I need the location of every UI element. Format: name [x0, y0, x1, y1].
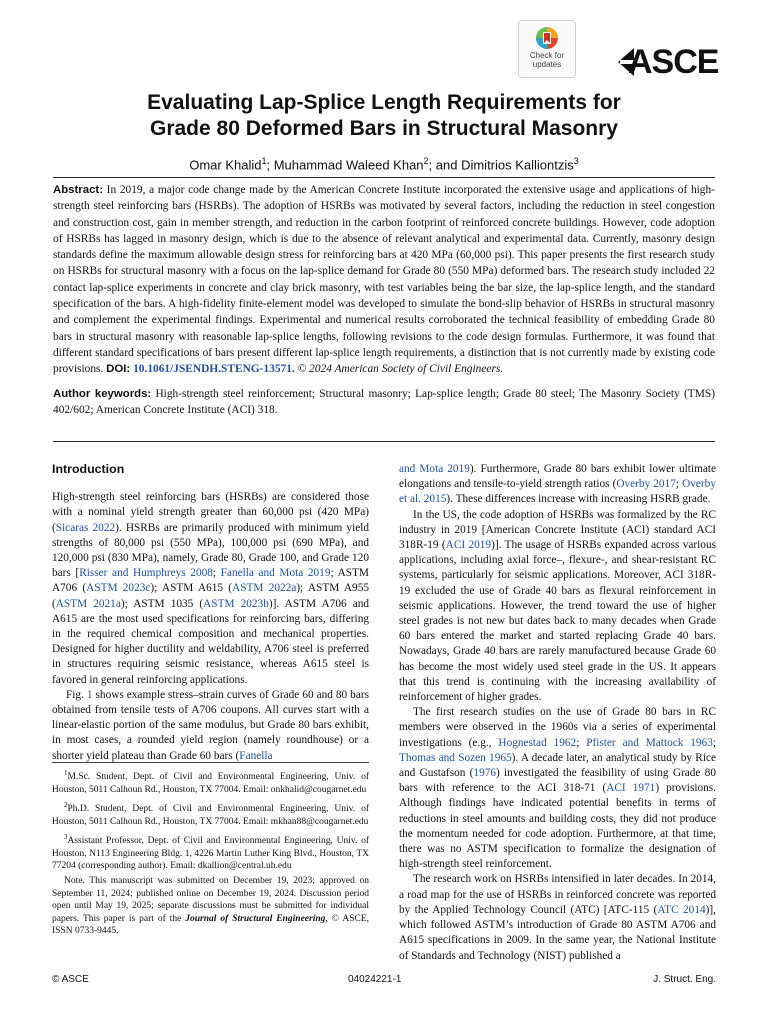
intro-paragraph-2	[52, 688, 369, 764]
text-run: ). These differences increase with increasing HSRB grade.	[446, 493, 711, 506]
reference-link[interactable]: ACI 2019	[445, 539, 492, 552]
footnotes	[52, 762, 369, 940]
reference-link[interactable]: Overby 2017	[616, 478, 676, 491]
reference-link[interactable]: 1976	[473, 767, 497, 780]
page-footer	[52, 974, 716, 990]
note-text: Note. This manuscript was submitted on December 19, 2023; approved on September 11, 2024; published online on December 19, 2024. Discussion period open until May 19, 2025; separate discussions must be submitted for individual papers. This paper is part of the	[52, 876, 369, 924]
title-line-1: Evaluating Lap-Splice Length Requirements for	[147, 91, 621, 114]
check-label-line1: Check for	[529, 51, 565, 60]
abstract-text: In 2019, a major code change made by the American Concrete Institute incorporated the extensive usage and applications of high-strength steel reinforcing bars (HSRBs). The adoption of HSRBs was motivated by several factors, including the reduction in steel congestion and construction cost, gain in member strength, and reduction in the carbon footprint of reinforced concrete buildings. However, code adoption of HSRBs has lagged in masonry design, which is due to the absence of relevant analytical and experimental data. Currently, masonry design standards define the maximum allowable design stress for reinforcing bars at 420 MPa (60,000 psi). This paper presents the first research study on HSRBs for structural masonry with a focus on the lap-splice demand for Grade 80 (550 MPa) deformed bars. The research study included 22 contact lap-splice experiments in concrete and clay brick masonry, with test variables being the bar size, the lap-splice length, and the standard specification of the bars. A high-fidelity finite-element model was developed to simulate the bond-slip behavior of HSRBs in structural masonry and complement the experimental findings. Experimental and numerical results corroborated the technical feasibility of embedding Grade 80 bars in structural masonry with reasonable lap-splice lengths, following revisions to the code design formulas. Furthermore, it was found that different standard specifications of bars present different lap-splice length requirements, a distinction that is not currently made by existing code provisions.	[53, 184, 715, 376]
text-run: ;	[576, 736, 587, 749]
keywords-paragraph	[53, 386, 715, 419]
note-text-end: , © ASCE, ISSN 0733-9445.	[52, 913, 370, 936]
left-column	[52, 462, 369, 764]
check-updates-icon	[533, 25, 561, 51]
author-list	[60, 156, 708, 172]
text-run: ); ASTM 1035 (	[120, 597, 204, 610]
author-3-sup: 3	[573, 156, 579, 166]
author-1: Omar Khalid	[189, 157, 262, 173]
text-run: )], which followed ASTM’s introduction of Grade 80 ASTM A706 and A615 specifications in 2009. In the same year, the National Institute of Standards and Technology (NIST) published a	[399, 903, 716, 962]
abstract-paragraph	[53, 182, 715, 378]
abstract-divider	[53, 441, 715, 442]
reference-link[interactable]: Hognestad 1962	[498, 736, 577, 749]
reference-link[interactable]: Pfister and Mattock 1963	[586, 736, 713, 749]
footer-article-number: 04024221-1	[348, 974, 402, 985]
abstract-section	[53, 177, 715, 418]
doi-link[interactable]: 10.1061/JSENDH.STENG-13571.	[133, 363, 295, 376]
text-run: Fig.	[66, 688, 87, 701]
text-run: ; ASTM A706 (	[52, 567, 369, 595]
text-run: ) provisions. Although findings have indicated potential benefits in terms of reductions in steel amounts and building costs, they did not produce the momentum needed for code adoption. Furthermore, at that time, there was no ASTM specification to formalize the designation of high-strength steel reinforcement.	[399, 782, 716, 871]
asce-logo	[612, 44, 718, 80]
reference-link[interactable]: ACI 1971	[606, 782, 656, 795]
abstract-copyright: © 2024 American Society of Civil Engineers.	[294, 363, 504, 376]
text-run: ;	[212, 567, 221, 580]
reference-link[interactable]: ASTM 2023b	[203, 597, 269, 610]
check-for-updates-badge[interactable]	[518, 20, 576, 78]
text-run: ). Furthermore, Grade 80 bars exhibit lower ultimate elongations and tensile-to-yield strength ratios (	[399, 463, 716, 491]
text-run: High-strength steel reinforcing bars (HSRBs) are considered those with a nominal yield strength greater than 60,000 psi (420 MPa) (	[52, 491, 369, 534]
reference-link[interactable]: Sicaras 2022	[55, 521, 116, 534]
intro-paragraph-5	[399, 872, 716, 963]
reference-link[interactable]: Overby et al. 2015	[399, 478, 716, 506]
text-run: The first research studies on the use of Grade 80 bars in RC members were observed in the 1960s via a series of experimental investigations (e.g.,	[399, 706, 716, 749]
text-run: )]. The usage of HSRBs expanded across various applications, including axial force–, flexure-, and shear-resistant RC systems, particularly for seismic applications. Moreover, ACI 318R-19 excluded the use of Grade 40 bars as flexural reinforcement in seismic applications. However, the trend toward the use of higher steel grades is not new but dates back to many decades when Grade 60 bars entered the market and started replacing Grade 40 bars. Nowadays, Grade 40 bars are rarely manufactured because Grade 60 has become the most widely used steel grade in the US. It appears that this trend is continuing with the increasing availability of reinforcement of higher grades.	[399, 539, 716, 704]
section-heading-introduction: Introduction	[52, 462, 125, 476]
footnote-text: Assistant Professor, Dept. of Civil and Environmental Engineering, Univ. of Houston, N113 Engineering Bldg. 1, 4226 Martin Luther King Blvd., Houston, TX 77204 (corresponding author). Email: dkallion@central.uh.edu	[52, 836, 369, 871]
author-3: ; and Dimitrios Kalliontzis	[428, 157, 574, 173]
text-run: ) investigated the feasibility of using Grade 80 bars with reference to the ACI 318-71 (	[399, 767, 716, 795]
intro-paragraph-4	[399, 705, 716, 872]
doi-label: DOI:	[106, 363, 131, 376]
text-run: )]. ASTM A706 and A615 are the most used specifications for reinforcing bars, differing in the required chemical composition and mechanical properties. Designed for higher ductility and weldability, A706 steel is preferred in structures requiring seismic resistance, whereas A615 steel is favored in general reinforcing applications.	[52, 597, 370, 686]
right-column	[399, 462, 716, 964]
reference-link[interactable]: ATC 2014	[657, 903, 706, 916]
intro-paragraph-1	[52, 490, 369, 688]
text-run: The research work on HSRBs intensified in later decades. In 2014, a road map for the use of HSRBs in reinforced concrete was reported by the Applied Technology Council (ATC) [ATC-115 (	[399, 873, 716, 916]
title-line-2: Grade 80 Deformed Bars in Structural Masonry	[150, 117, 618, 140]
text-run: ;	[712, 736, 716, 749]
author-2: ; Muhammad Waleed Khan	[266, 157, 424, 173]
footnote-1	[52, 767, 369, 796]
text-run: In the US, the code adoption of HSRBs was formalized by the RC industry in 2019 [American Concrete Institute (ACI) standard ACI 318R-19 (	[399, 508, 716, 552]
keywords-label: Author keywords:	[53, 387, 152, 400]
footnote-marker: 1	[64, 769, 68, 777]
footer-copyright: © ASCE	[52, 974, 89, 985]
footer-journal: J. Struct. Eng.	[653, 974, 716, 985]
text-run: shows example stress–strain curves of Grade 60 and 80 bars obtained from tensile tests of A706 coupons. All curves start with a linear-elastic portion of the same modulus, but Grade 80 bars exhibit, in most cases, a rounded yield region (namely roundhouse) or a shorter yield plateau than Grade 60 bars (	[52, 688, 370, 762]
check-label-line2: updates	[532, 60, 562, 69]
reference-link[interactable]: ASTM 2022a	[232, 582, 297, 595]
reference-link[interactable]: Fanella and Mota 2019	[220, 567, 331, 580]
footnote-marker: 3	[64, 832, 68, 841]
abstract-label: Abstract:	[53, 184, 104, 196]
author-2-sup: 2	[423, 156, 429, 166]
manuscript-note	[52, 875, 369, 937]
footnote-text: M.Sc. Student, Dept. of Civil and Environmental Engineering, Univ. of Houston, 5011 Calhoun Rd., Houston, TX 77004. Email: onkhalid@cougarnet.edu	[52, 772, 369, 795]
paper-title	[60, 90, 708, 142]
text-run: ); ASTM A615 (	[150, 582, 233, 595]
journal-name: Journal of Structural Engineering	[185, 913, 326, 924]
reference-link[interactable]: ASTM 2021a	[55, 597, 121, 610]
text-run: ). A decade later, an analytical study by Rice and Gustafson (	[399, 751, 716, 780]
intro-paragraph-2-continued	[399, 462, 716, 508]
reference-link[interactable]: Risser and Humphreys 2008	[79, 567, 213, 580]
figure-link[interactable]: 1	[86, 688, 93, 701]
intro-paragraph-3	[399, 508, 716, 706]
asce-logo-text: ASCE	[628, 43, 719, 81]
reference-link[interactable]: ASTM 2023c	[86, 582, 151, 595]
keywords-text: High-strength steel reinforcement; Structural masonry; Lap-splice length; Grade 80 steel; The Masonry Society (TMS) 402/602; American Concrete Institute (ACI) 318.	[53, 387, 715, 416]
text-run: ); ASTM A955 (	[52, 582, 369, 610]
reference-link[interactable]: and Mota 2019	[399, 463, 470, 475]
footnote-3	[52, 831, 369, 872]
text-run: ). HSRBs are primarily produced with minimum yield strengths of 80,000 psi (550 MPa), 100,000 psi (690 MPa), and 120,000 psi (830 MPa), namely, Grade 80, Grade 100, and Grade 120 bars [	[52, 521, 370, 580]
reference-link[interactable]: Fanella	[239, 749, 273, 762]
footnote-marker: 2	[64, 800, 68, 809]
footnote-text: Ph.D. Student, Dept. of Civil and Environmental Engineering, Univ. of Houston, 5011 Calhoun Rd., Houston, TX 77004. Email: mkhan88@cougarnet.edu	[52, 804, 369, 827]
footnote-2	[52, 799, 369, 828]
text-run: ;	[675, 478, 683, 491]
author-1-sup: 1	[261, 156, 267, 166]
reference-link[interactable]: Thomas and Sozen 1965	[399, 751, 512, 764]
